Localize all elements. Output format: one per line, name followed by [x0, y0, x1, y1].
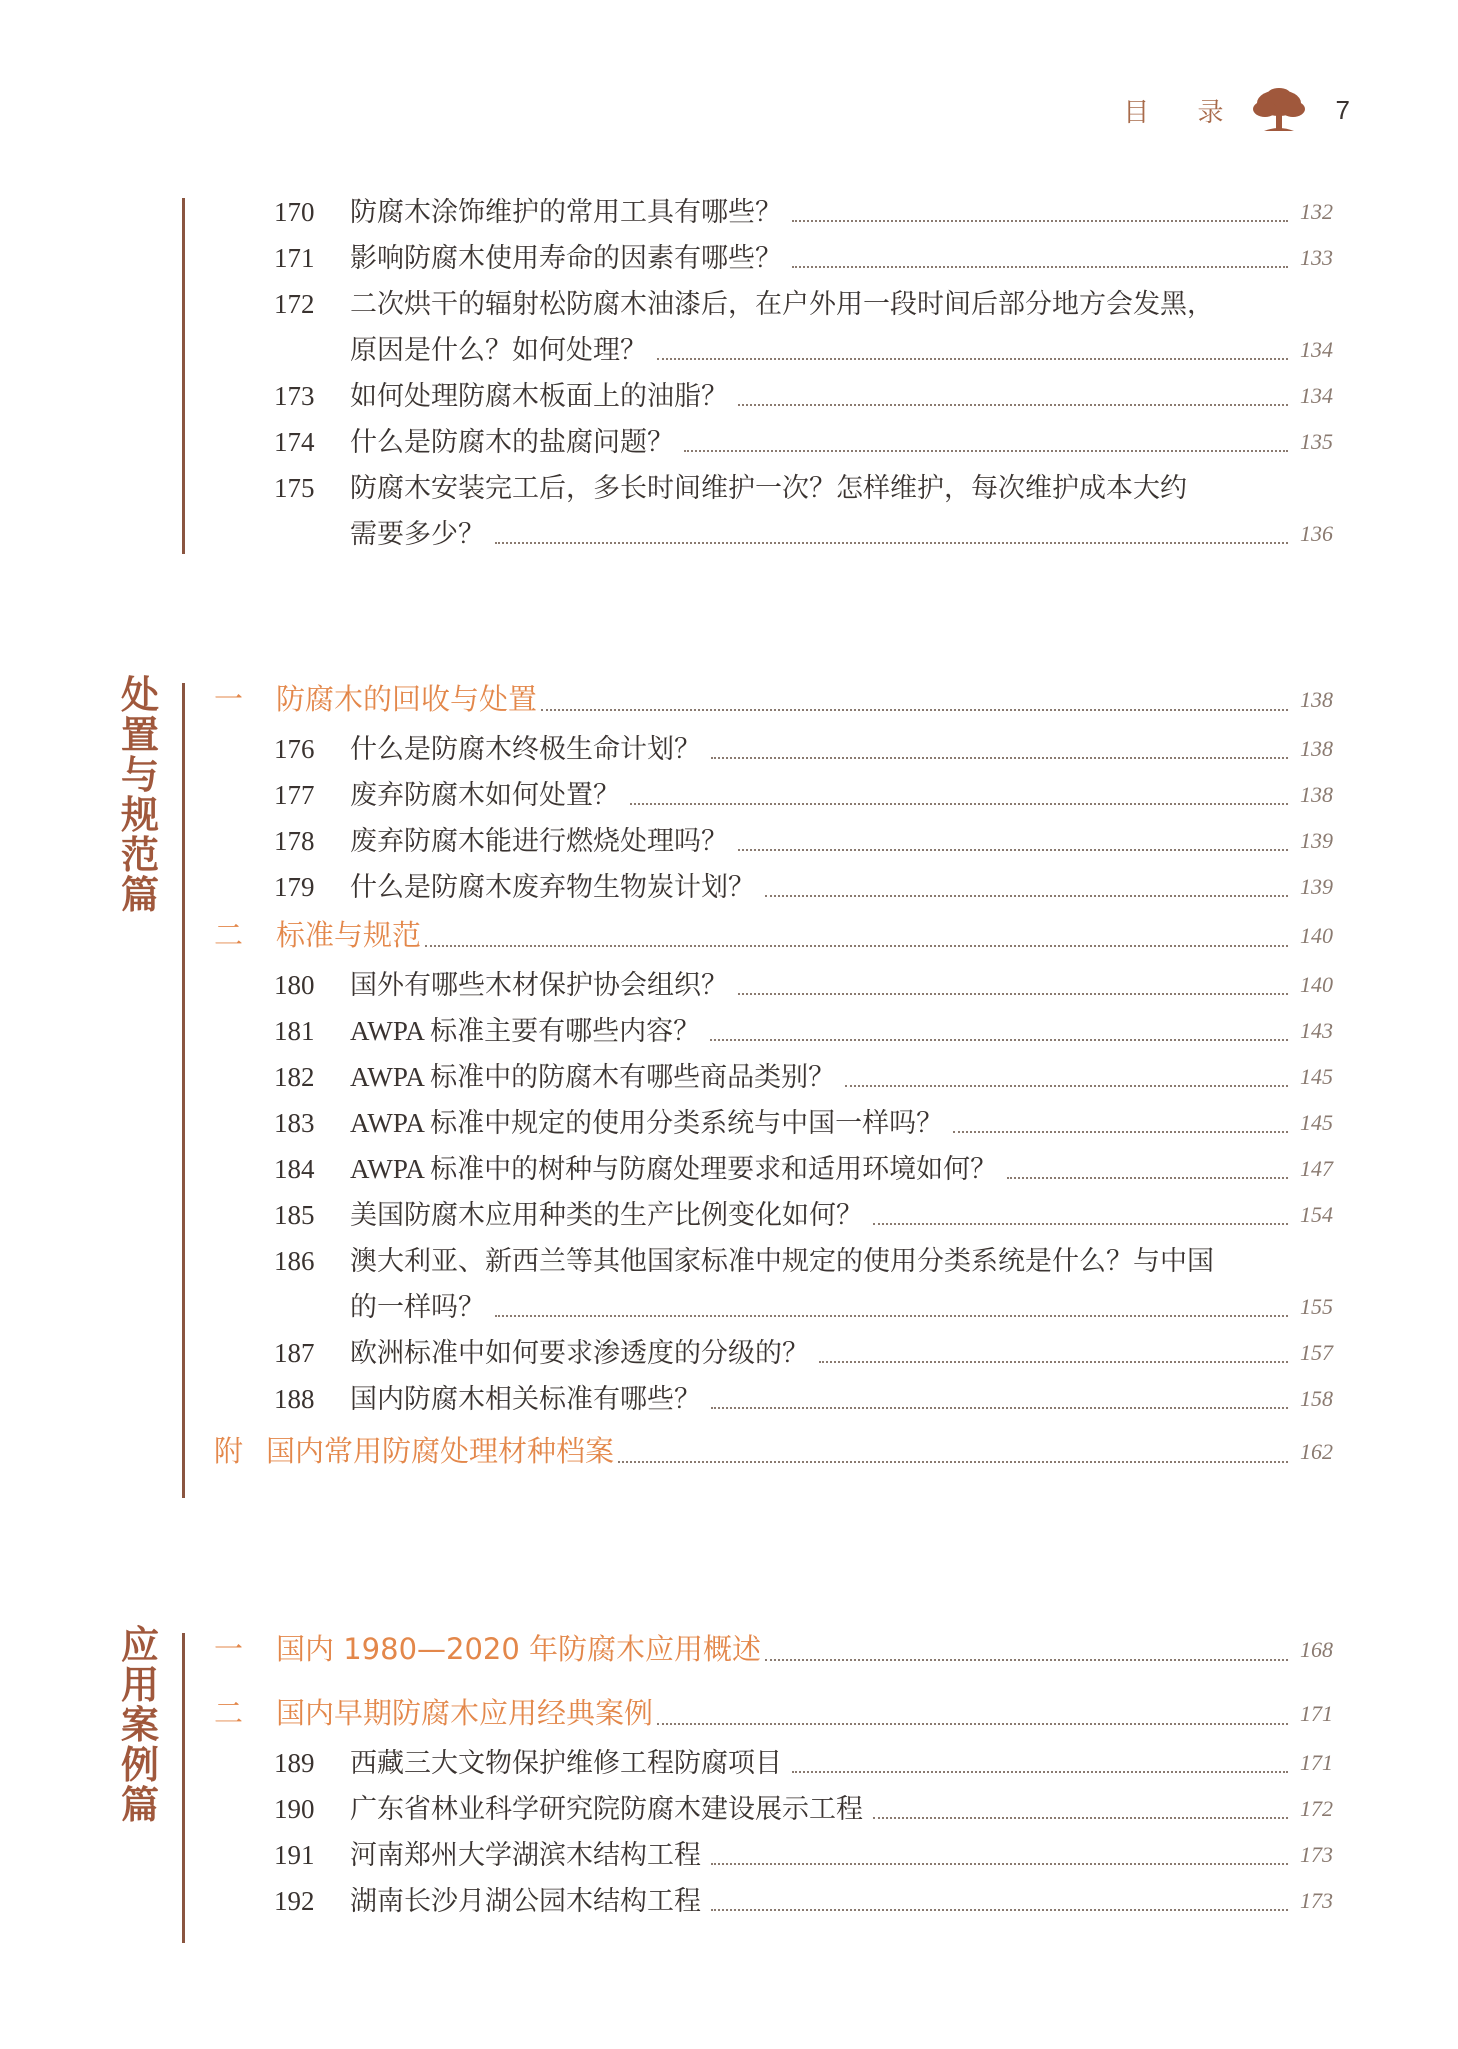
toc-continued-section — [0, 190, 1458, 560]
toc-entry[interactable] — [0, 1782, 1458, 1831]
toc-entry[interactable] — [0, 727, 1458, 771]
leader-dots — [765, 1659, 1288, 1661]
chapter-page: 168 — [1300, 1637, 1333, 1662]
toc-entry[interactable] — [0, 819, 1458, 863]
entry-page: 134 — [1300, 337, 1333, 362]
entry-page: 143 — [1300, 1018, 1333, 1043]
leader-dots — [953, 1131, 1288, 1133]
leader-dots — [541, 709, 1288, 711]
toc-entry[interactable] — [0, 1009, 1458, 1053]
toc-entry[interactable] — [0, 963, 1458, 1007]
leader-dots — [845, 1085, 1288, 1087]
toc-entry[interactable] — [0, 282, 1458, 326]
entry-number: 191 — [274, 1840, 315, 1870]
entry-number: 187 — [274, 1338, 315, 1368]
chapter-page: 138 — [1300, 687, 1333, 712]
leader-dots — [792, 220, 1288, 222]
entry-page: 138 — [1300, 736, 1333, 761]
leader-dots — [873, 1223, 1288, 1225]
entry-title: AWPA 标准主要有哪些内容？ — [350, 1016, 701, 1046]
leader-dots — [657, 1723, 1288, 1725]
entry-number: 180 — [274, 970, 315, 1000]
part-disposal-section — [0, 672, 1458, 1505]
entry-page: 158 — [1300, 1386, 1333, 1411]
chapter-title: 国内 1980—2020 年防腐木应用概述 — [276, 1632, 762, 1666]
entry-title: 防腐木涂饰维护的常用工具有哪些？ — [350, 197, 782, 227]
entry-number: 192 — [274, 1886, 315, 1916]
toc-entry[interactable] — [0, 1285, 1458, 1329]
entry-page: 138 — [1300, 782, 1333, 807]
leader-dots — [765, 895, 1288, 897]
chapter-number: 一 — [214, 1632, 244, 1666]
entry-number: 188 — [274, 1384, 315, 1414]
chapter-title: 标准与规范 — [276, 918, 422, 952]
toc-entry[interactable] — [0, 190, 1458, 234]
chapter-title: 防腐木的回收与处置 — [276, 682, 538, 716]
entry-title: 防腐木安装完工后，多长时间维护一次？怎样维护，每次维护成本大约 — [350, 473, 1187, 503]
entry-title: 废弃防腐木能进行燃烧处理吗？ — [350, 826, 728, 856]
leader-dots — [710, 1039, 1288, 1041]
toc-chapter[interactable] — [0, 911, 1458, 961]
entry-title: 西藏三大文物保护维修工程防腐项目 — [350, 1748, 782, 1778]
entry-title: AWPA 标准中的防腐木有哪些商品类别？ — [350, 1062, 836, 1092]
leader-dots — [495, 542, 1288, 544]
leader-dots — [738, 993, 1288, 995]
entry-title: 湖南长沙月湖公园木结构工程 — [350, 1886, 701, 1916]
entry-number: 172 — [274, 289, 315, 319]
toc-entry[interactable] — [0, 1833, 1458, 1877]
entry-page: 134 — [1300, 383, 1333, 408]
entry-title: 什么是防腐木废弃物生物炭计划？ — [350, 872, 755, 902]
toc-entry[interactable] — [0, 328, 1458, 372]
chapter-title: 国内早期防腐木应用经典案例 — [276, 1696, 654, 1730]
entry-page: 173 — [1300, 1888, 1333, 1913]
entry-title: 什么是防腐木的盐腐问题？ — [350, 427, 674, 457]
vertical-title-char: 用 — [120, 1662, 159, 1707]
leader-dots — [711, 1407, 1288, 1409]
entry-number: 175 — [274, 473, 315, 503]
toc-entry[interactable] — [0, 1239, 1458, 1283]
entry-number: 182 — [274, 1062, 315, 1092]
toc-chapter[interactable] — [0, 1427, 1458, 1477]
entry-title: AWPA 标准中的树种与防腐处理要求和适用环境如何？ — [350, 1154, 998, 1184]
toc-entry[interactable] — [0, 1147, 1458, 1191]
toc-entry[interactable] — [0, 1055, 1458, 1099]
entry-number: 183 — [274, 1108, 315, 1138]
entry-page: 145 — [1300, 1110, 1333, 1135]
entry-number: 189 — [274, 1748, 315, 1778]
vertical-title-char: 处 — [120, 672, 159, 717]
toc-chapter[interactable] — [0, 1689, 1458, 1739]
leader-dots — [738, 404, 1288, 406]
toc-chapter[interactable] — [0, 1622, 1458, 1675]
entry-title: 二次烘干的辐射松防腐木油漆后，在户外用一段时间后部分地方会发黑， — [350, 289, 1214, 319]
entry-number: 181 — [274, 1016, 315, 1046]
entry-number: 185 — [274, 1200, 315, 1230]
chapter-number: 二 — [214, 918, 244, 952]
leader-dots — [819, 1361, 1288, 1363]
chapter-page: 140 — [1300, 923, 1333, 948]
toc-entry[interactable] — [0, 512, 1458, 556]
leader-dots — [738, 849, 1288, 851]
entry-number: 170 — [274, 197, 315, 227]
entry-page: 140 — [1300, 972, 1333, 997]
toc-entry[interactable] — [0, 420, 1458, 464]
entry-page: 135 — [1300, 429, 1333, 454]
vertical-title-char: 案 — [120, 1702, 159, 1747]
entry-title: 原因是什么？如何处理？ — [350, 335, 647, 365]
entry-page: 172 — [1300, 1796, 1333, 1821]
toc-entry[interactable] — [0, 1879, 1458, 1923]
entry-number: 184 — [274, 1154, 315, 1184]
vertical-title-char: 应 — [120, 1622, 159, 1667]
entry-title: 国内防腐木相关标准有哪些？ — [350, 1384, 701, 1414]
entry-page: 145 — [1300, 1064, 1333, 1089]
chapter-page: 171 — [1300, 1701, 1333, 1726]
entry-page: 147 — [1300, 1156, 1333, 1181]
toc-entry[interactable] — [0, 1101, 1458, 1145]
chapter-title: 国内常用防腐处理材种档案 — [266, 1434, 615, 1468]
vertical-title-char: 例 — [120, 1742, 159, 1787]
entry-page: 154 — [1300, 1202, 1333, 1227]
page-number: 7 — [1335, 94, 1350, 125]
entry-number: 186 — [274, 1246, 315, 1276]
toc-chapter[interactable] — [0, 672, 1458, 725]
leader-dots — [711, 757, 1288, 759]
entry-number: 176 — [274, 734, 315, 764]
chapter-number: 附 — [214, 1434, 244, 1468]
entry-page: 155 — [1300, 1294, 1333, 1319]
entry-title: 广东省林业科学研究院防腐木建设展示工程 — [350, 1794, 863, 1824]
entry-number: 177 — [274, 780, 315, 810]
toc-entry[interactable] — [0, 236, 1458, 280]
entry-title: 需要多少？ — [350, 519, 485, 549]
leader-dots — [684, 450, 1288, 452]
leader-dots — [711, 1863, 1288, 1865]
leader-dots — [630, 803, 1288, 805]
vertical-title-char: 篇 — [120, 872, 159, 917]
leader-dots — [657, 358, 1288, 360]
toc-entry[interactable] — [0, 466, 1458, 510]
entry-page: 139 — [1300, 828, 1333, 853]
chapter-number: 一 — [214, 682, 244, 716]
entry-title: 什么是防腐木终极生命计划？ — [350, 734, 701, 764]
entry-title: 废弃防腐木如何处置？ — [350, 780, 620, 810]
entry-page: 157 — [1300, 1340, 1333, 1365]
tree-icon — [1250, 87, 1308, 133]
entry-page: 132 — [1300, 199, 1333, 224]
vertical-title-char: 篇 — [120, 1782, 159, 1827]
page-header — [1123, 88, 1350, 132]
chapter-page: 162 — [1300, 1439, 1333, 1464]
entry-page: 133 — [1300, 245, 1333, 270]
entry-number: 179 — [274, 872, 315, 902]
entry-number: 178 — [274, 826, 315, 856]
entry-title: 如何处理防腐木板面上的油脂？ — [350, 381, 728, 411]
toc-entry[interactable] — [0, 773, 1458, 817]
entry-page: 173 — [1300, 1842, 1333, 1867]
entry-number: 174 — [274, 427, 315, 457]
entry-title: AWPA 标准中规定的使用分类系统与中国一样吗？ — [350, 1108, 944, 1138]
toc-entry[interactable] — [0, 374, 1458, 418]
leader-dots — [495, 1315, 1288, 1317]
leader-dots — [618, 1461, 1288, 1463]
entry-title: 国外有哪些木材保护协会组织？ — [350, 970, 728, 1000]
entry-title: 影响防腐木使用寿命的因素有哪些？ — [350, 243, 782, 273]
vertical-title-char: 与 — [120, 752, 159, 797]
entry-number: 173 — [274, 381, 315, 411]
entry-number: 190 — [274, 1794, 315, 1824]
entry-page: 136 — [1300, 521, 1333, 546]
leader-dots — [425, 945, 1288, 947]
entry-title: 澳大利亚、新西兰等其他国家标准中规定的使用分类系统是什么？与中国 — [350, 1246, 1214, 1276]
toc-entry[interactable] — [0, 1193, 1458, 1237]
entry-title: 美国防腐木应用种类的生产比例变化如何？ — [350, 1200, 863, 1230]
leader-dots — [711, 1909, 1288, 1911]
toc-entry[interactable] — [0, 1377, 1458, 1421]
entry-title: 的一样吗？ — [350, 1292, 485, 1322]
vertical-title-char: 置 — [120, 712, 159, 757]
leader-dots — [1007, 1177, 1288, 1179]
toc-entry[interactable] — [0, 865, 1458, 909]
vertical-title-char: 范 — [120, 832, 159, 877]
entry-number: 171 — [274, 243, 315, 273]
entry-title: 河南郑州大学湖滨木结构工程 — [350, 1840, 701, 1870]
vertical-title-char: 规 — [120, 792, 159, 837]
part-cases-section — [0, 1622, 1458, 1945]
entry-title: 欧洲标准中如何要求渗透度的分级的？ — [350, 1338, 809, 1368]
leader-dots — [792, 1771, 1288, 1773]
entry-page: 171 — [1300, 1750, 1333, 1775]
toc-entry[interactable] — [0, 1741, 1458, 1785]
chapter-number: 二 — [214, 1696, 244, 1730]
toc-entry[interactable] — [0, 1331, 1458, 1375]
entry-page: 139 — [1300, 874, 1333, 899]
leader-dots — [873, 1817, 1288, 1819]
leader-dots — [792, 266, 1288, 268]
header-label: 目 录 — [1123, 97, 1244, 128]
